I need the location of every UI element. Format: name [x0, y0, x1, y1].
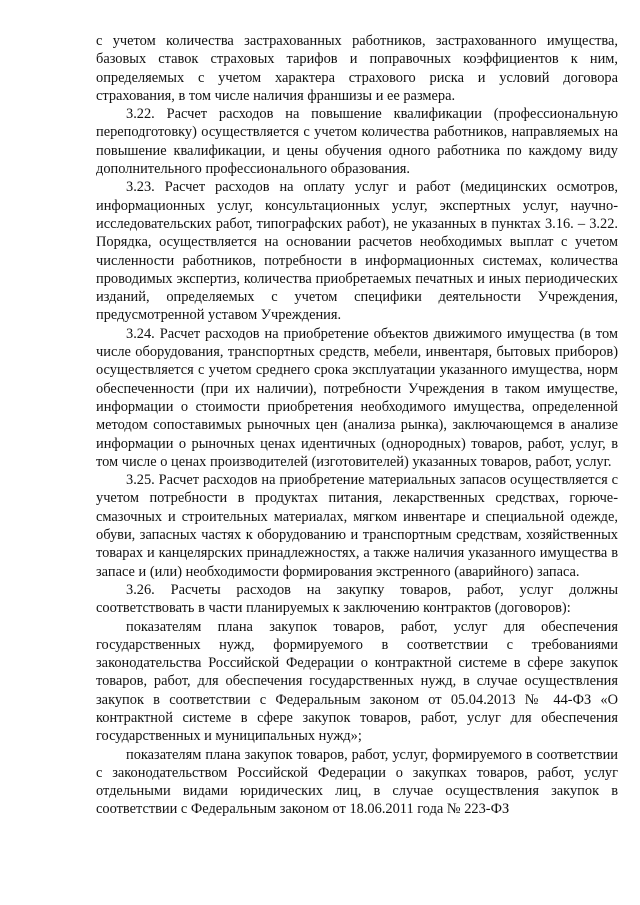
paragraph-3-22: 3.22. Расчет расходов на повышение квалификации (профессиональную переподготовку) осуществляется с учетом количества работников, направляемых на повышение квалификации, и цены обучения одного работника по каждому виду дополнительного профессионального образования.: [96, 106, 618, 178]
paragraph-insurance-continuation: с учетом количества застрахованных работников, застрахованного имущества, базовых ставок страховых тарифов и поправочных коэффициентов к ним, определяемых с учетом характера страхового риска и условий договора страхования, в том числе наличия франшизы и ее размера.: [96, 33, 618, 104]
paragraph-3-23: 3.23. Расчет расходов на оплату услуг и работ (медицинских осмотров, информационных услуг, консультационных услуг, экспертных услуг, научно-исследовательских работ, типографских работ), не указанных в пунктах 3.16. – 3.22. Порядка, осуществляется на основании расчетов необходимых выплат с учетом численности работников, потребности в информационных системах, количества проводимых экспертиз, количества приобретаемых печатных и иных периодических изданий, определяемых с учетом специфики деятельности Учреждения, предусмотренной уставом Учреждения.: [96, 179, 618, 324]
paragraph-3-26: 3.26. Расчеты расходов на закупку товаров, работ, услуг должны соответствовать в части планируемых к заключению контрактов (договоров):: [96, 581, 618, 617]
document-page: [96, 32, 618, 819]
paragraph-3-24: 3.24. Расчет расходов на приобретение объектов движимого имущества (в том числе оборудования, транспортных средств, мебели, инвентаря, бытовых приборов) осуществляется с учетом среднего срока эксплуатации указанного имущества, норм обеспеченности (при их наличии), потребности Учреждения в таком имуществе, информации о стоимости приобретения необходимого имущества, определенной методом сопоставимых рыночных цен (анализа рынка), заключающемся в анализе информации о рыночных ценах идентичных (однородных) товаров, работ, услуг, в том числе о ценах производителей (изготовителей) указанных товаров, работ, услуг.: [96, 325, 618, 470]
paragraph-223-fz-plan: показателям плана закупок товаров, работ, услуг, формируемого в соответствии с законодательством Российской Федерации о закупках товаров, работ, услуг отдельными видами юридических лиц, в случае осуществления закупок в соответствии с Федеральным законом от 18.06.2011 года № 223-ФЗ: [96, 746, 618, 818]
paragraph-44-fz-plan: показателям плана закупок товаров, работ, услуг для обеспечения государственных нужд, формируемого в соответствии с требованиями законодательства Российской Федерации о контрактной системе в сфере закупок товаров, работ, для обеспечения государственных нужд, в случае осуществления закупок в соответствии с Федеральным законом от 05.04.2013 № 44-ФЗ «О контрактной системе в сфере закупок товаров, работ, услуг для обеспечения государственных и муниципальных нужд»;: [96, 618, 618, 745]
paragraph-3-25: 3.25. Расчет расходов на приобретение материальных запасов осуществляется с учетом потребности в продуктах питания, лекарственных средствах, горюче-смазочных и строительных материалах, мягком инвентаре и специальной одежде, обуви, запасных частях к оборудованию и транспортным средствам, хозяйственных товарах и канцелярских принадлежностях, а также наличия указанного имущества в запасе и (или) необходимости формирования экстренного (аварийного) запаса.: [96, 472, 618, 580]
